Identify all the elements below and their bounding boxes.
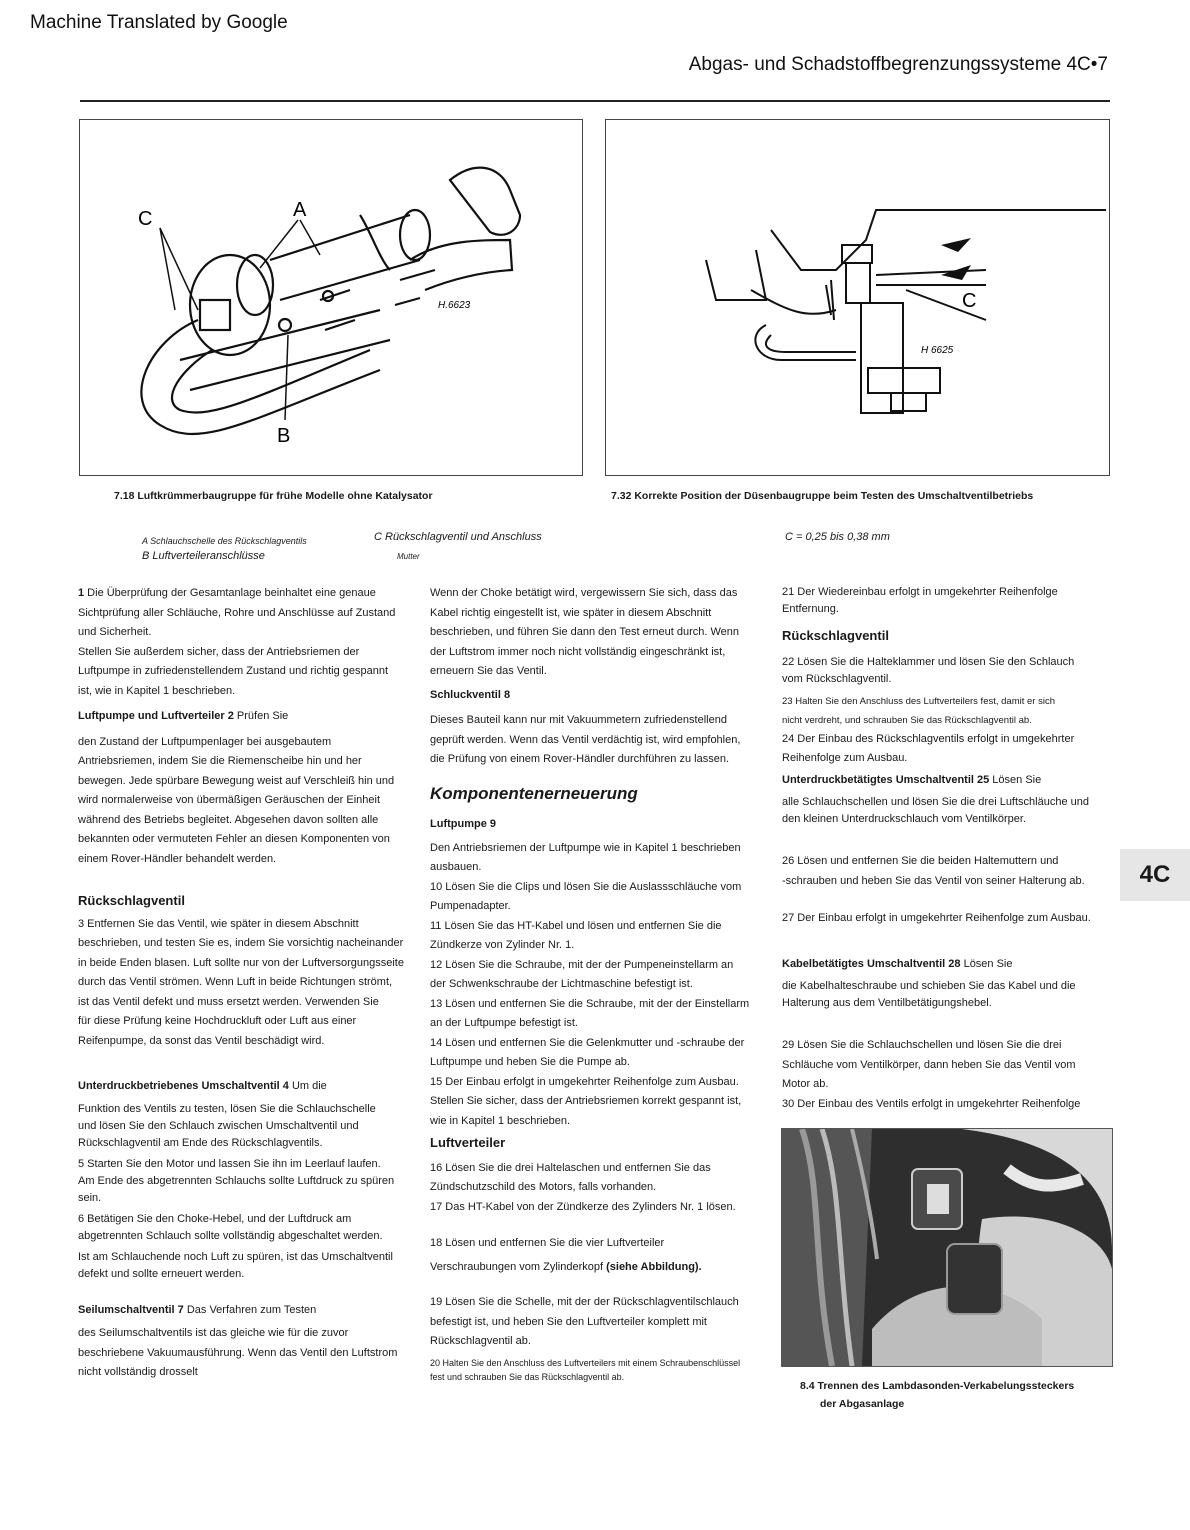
text: Funktion des Ventils zu testen, lösen Sie die Schlauchschelle [78,1102,376,1115]
text: 23 Halten Sie den Anschluss des Luftverteilers fest, damit er sich [782,695,1055,707]
para-18 [430,1231,770,1279]
column-3 [782,584,1112,1114]
text: Zündschutzschild des Motors, falls vorhanden. [430,1181,657,1193]
text [430,1255,770,1279]
text: Entfernung. [782,603,839,615]
para-19 [430,1293,770,1352]
text: beschrieben, und führen Sie dann den Test erneut durch. Wenn [430,626,740,638]
section-heading: Rückschlagventil [78,893,185,908]
chapter-tab: 4C [1120,849,1190,901]
text: Luftpumpe und heben Sie die Pumpe ab. [430,1056,630,1068]
text: Rückschlagventil ab. [430,1335,531,1347]
text: -schrauben und heben Sie das Ventil von seiner Halterung ab. [782,874,1085,887]
text: Antriebsriemen, indem Sie die Riemenscheibe hin und her [78,755,362,767]
header-rule [80,100,1110,102]
text: 17 Das HT-Kabel von der Zündkerze des Zylinders Nr. 1 lösen. [430,1200,736,1213]
text: fest und schrauben Sie das Rückschlagventil ab. [430,1371,625,1382]
text: (siehe Abbildung). [603,1261,702,1273]
text: der Luftstrom immer noch nicht vollständig eingeschränkt ist, [430,645,726,658]
text: Luftpumpe in zufriedenstellendem Zustand und richtig gespannt [78,665,389,677]
text: 18 Lösen und entfernen Sie die vier Luftverteiler [430,1237,665,1249]
text: befestigt ist, und heben Sie den Luftverteiler komplett mit [430,1315,707,1328]
para-28 [782,978,1112,1012]
text: und lösen Sie den Schlauch zwischen Umschaltventil und [78,1119,359,1132]
connector-photo-illustration [782,1129,1112,1366]
text: alle Schlauchschellen und lösen Sie die drei Luftschläuche und [782,796,1089,808]
text: erneuern Sie das Ventil. [430,665,547,677]
para-1: 1 Die Überprüfung der Gesamtanlage beinhaltet eine genaue [78,587,376,599]
text: ist das Ventil defekt und muss ersetzt werden. Verwenden Sie [78,995,379,1008]
para-22 [782,654,1112,688]
text: 26 Lösen und entfernen Sie die beiden Haltemuttern und [782,855,1059,867]
subheading: Luftpumpe und Luftverteiler 2 [78,710,234,722]
text: Um die [288,1080,327,1092]
text: 20 Halten Sie den Anschluss des Luftverteilers mit einem Schraubenschlüssel [430,1357,741,1368]
para-5 [78,1156,413,1207]
text: der Schwenkschraube der Lichtmaschine befestigt ist. [430,978,693,990]
section-title: Komponentenerneuerung [430,783,638,803]
callout-c: C [138,208,153,230]
text: beschrieben, und testen Sie es, indem Sie vorsichtig nacheinander [78,937,404,949]
text: in beide Enden blasen. Luft sollte nur von der Luftversorgungsseite [78,956,404,969]
text: den kleinen Unterdruckschlauch vom Ventilkörper. [782,813,1026,825]
text: des Seilumschaltventils ist das gleiche wie für die zuvor [78,1327,349,1339]
para-7 [78,1324,413,1383]
figure-caption-7-32: 7.32 Korrekte Position der Düsenbaugruppe beim Testen des Umschaltventilbetriebs [611,490,1034,502]
text: 12 Lösen Sie die Schraube, mit der der Pumpeneinstellarm an [430,958,734,971]
text: 16 Lösen Sie die drei Haltelaschen und entfernen Sie das [430,1161,711,1174]
subheading: Unterdruckbetriebenes Umschaltventil 4 [78,1080,289,1092]
text: 11 Lösen Sie das HT-Kabel und lösen und entfernen Sie die [430,919,722,932]
text: ist, wie in Kapitel 1 beschrieben. [78,684,236,697]
text: Prüfen Sie [233,710,289,722]
para-25-heading [782,771,1112,791]
text: 21 Der Wiedereinbau erfolgt in umgekehrter Reihenfolge [782,586,1058,598]
text: bekannten oder vermuteten Fehler an diesen Komponenten von [78,833,390,845]
figure-caption-7-18: 7.18 Luftkrümmerbaugruppe für frühe Modelle ohne Katalysator [114,490,433,502]
text: Rückschlagventil am Ende des Rückschlagventils. [78,1136,323,1149]
legend-a: A Schlauchschelle des Rückschlagventils [142,536,307,546]
figure-air-manifold [79,119,583,476]
column-2 [430,584,770,1384]
text: 29 Lösen Sie die Schlauchschellen und lösen Sie die drei [782,1039,1062,1051]
text: durch das Ventil strömen. Wenn Luft in beide Richtungen strömt, [78,976,393,988]
text: Halterung aus dem Ventilbetätigungshebel. [782,997,992,1009]
text: Stellen Sie außerdem sicher, dass der Antriebsriemen der [78,645,360,658]
subheading: Seilumschaltventil 7 [78,1303,184,1316]
subheading: Unterdruckbetätigtes Umschaltventil 25 [782,773,990,786]
figure-nozzle-assembly [605,119,1110,476]
section-heading: Luftverteiler [430,1135,506,1150]
text: die Prüfung von einem Rover-Händler durchführen zu lassen. [430,753,729,765]
text: sein. [78,1191,102,1204]
page-header: Abgas- und Schadstoffbegrenzungssysteme 4C•7 [688,54,1108,75]
para-21 [782,584,1112,618]
text: 22 Lösen Sie die Halteklammer und lösen Sie den Schlauch [782,655,1075,668]
text: Am Ende des abgetrennten Schlauchs sollte Luftdruck zu spüren [78,1174,395,1187]
text: nicht vollständig drosselt [78,1366,198,1378]
text: während des Betriebs begleitet. Abgesehen davon sollten alle [78,813,379,826]
text: Stellen Sie sicher, dass der Antriebsriemen korrekt gespannt ist, [430,1095,742,1107]
para-27: 27 Der Einbau erfolgt in umgekehrter Reihenfolge zum Ausbau. [782,912,1091,924]
para-28-heading [782,955,1112,975]
text: 5 Starten Sie den Motor und lassen Sie ihn im Leerlauf laufen. [78,1157,381,1170]
text: beschriebene Vakuumausführung. Wenn das Ventil den Luftstrom [78,1346,398,1359]
text: 10 Lösen Sie die Clips und lösen Sie die Auslassschläuche vom [430,880,742,893]
section-heading: Rückschlagventil [782,628,889,643]
drawing-code: H 6625 [921,345,954,356]
subheading: Luftpumpe 9 [430,818,496,830]
text: bewegen. Jede spürbare Bewegung weist auf Verschleiß hin und [78,774,395,787]
text: 30 Der Einbau des Ventils erfolgt in umgekehrter Reihenfolge [782,1097,1081,1110]
text: Zündkerze von Zylinder Nr. 1. [430,939,575,951]
text: wie in Kapitel 1 beschrieben. [430,1114,571,1127]
legend-clearance: C = 0,25 bis 0,38 mm [785,531,890,543]
text: Lösen Sie [989,773,1042,786]
text: 15 Der Einbau erfolgt in umgekehrter Reihenfolge zum Ausbau. [430,1075,739,1088]
text: an der Luftpumpe befestigt ist. [430,1017,578,1029]
text: Das Verfahren zum Testen [183,1303,317,1316]
para-choke [430,584,770,682]
callout-b: B [277,425,291,447]
text: Lösen Sie [960,957,1013,970]
text: Ist am Schlauchende noch Luft zu spüren, ist das Umschaltventil [78,1250,393,1263]
text: ausbauen. [430,861,482,873]
callout-c: C [962,290,977,312]
subheading: Schluckventil 8 [430,688,511,701]
text: und Sicherheit. [78,626,152,638]
translation-banner: Machine Translated by Google [30,12,288,33]
para-9-15 [430,839,770,1132]
air-manifold-drawing [80,120,582,475]
para-6b [78,1249,413,1283]
text: die Kabelhalteschraube und schieben Sie das Kabel und die [782,980,1076,992]
text: Reihenfolge zum Ausbau. [782,752,908,764]
text: Verschraubungen vom Zylinderkopf [430,1261,604,1273]
text: 24 Der Einbau des Rückschlagventils erfolgt in umgekehrter [782,732,1075,745]
legend-b: B Luftverteileranschlüsse [142,550,265,562]
text: den Zustand der Luftpumpenlager bei ausgebautem [78,735,332,748]
text: Wenn der Choke betätigt wird, vergewissern Sie sich, dass das [430,587,738,599]
text: 19 Lösen Sie die Schelle, mit der der Rückschlagventilschlauch [430,1296,739,1308]
photo-caption-line2: der Abgasanlage [820,1398,905,1410]
connector-photo [781,1128,1113,1367]
drawing-code: H.6623 [438,300,471,311]
text: 3 Entfernen Sie das Ventil, wie später in diesem Abschnitt [78,917,359,930]
text: nicht verdreht, und schrauben Sie das Rückschlagventil ab. [782,714,1032,726]
text: abgetrennten Schlauch sollte vollständig abgeschaltet werden. [78,1229,383,1242]
photo-caption-line1: 8.4 Trennen des Lambdasonden-Verkabelungssteckers [800,1380,1075,1392]
para-20 [430,1356,770,1384]
text: 13 Lösen und entfernen Sie die Schraube, mit der der Einstellarm [430,997,750,1010]
nozzle-drawing [606,120,1109,475]
para-24 [782,730,1112,769]
text: 14 Lösen und entfernen Sie die Gelenkmutter und -schraube der [430,1036,745,1049]
text: wird normalerweise von übermäßigen Geräuschen der Einheit [78,794,381,806]
para-3 [78,915,413,1052]
legend-c-cont: Mutter [397,552,420,561]
para-4-heading [78,1077,413,1097]
text: Reifenpumpe, da sonst das Ventil beschädigt wird. [78,1034,325,1047]
para-23 [782,692,1112,730]
para-8 [430,711,770,770]
text: geprüft werden. Wenn das Ventil verdächtig ist, wird empfohlen, [430,733,741,746]
para-25 [782,794,1112,828]
text: vom Rückschlagventil. [782,672,892,685]
text: 6 Betätigen Sie den Choke-Hebel, und der Luftdruck am [78,1212,352,1225]
subheading: Kabelbetätigtes Umschaltventil 28 [782,957,961,970]
para-4 [78,1101,413,1152]
text: Kabel richtig eingestellt ist, wie später in diesem Abschnitt [430,606,712,619]
legend-c: C Rückschlagventil und Anschluss [374,531,542,543]
text: Motor ab. [782,1078,829,1090]
text: Schläuche vom Ventilkörper, dann heben Sie das Ventil vom [782,1058,1076,1071]
para-7-heading [78,1301,413,1321]
text: Den Antriebsriemen der Luftpumpe wie in Kapitel 1 beschrieben [430,841,741,854]
text: Dieses Bauteil kann nur mit Vakuummetern zufriedenstellend [430,714,727,726]
para-26 [782,852,1112,891]
text: Pumpenadapter. [430,900,511,912]
text: einem Rover-Händler behandelt werden. [78,852,277,865]
para-29-30 [782,1036,1112,1114]
text: Die Überprüfung der Gesamtanlage beinhaltet eine genaue [84,587,376,599]
text: für diese Prüfung keine Hochdruckluft oder Luft aus einer [78,1015,357,1027]
para-6 [78,1211,413,1245]
text: Sichtprüfung aller Schläuche, Rohre und Anschlüsse auf Zustand [78,606,396,619]
para-2-heading [78,707,413,727]
para-2 [78,733,413,870]
column-1 [78,584,413,1383]
callout-a: A [293,199,307,221]
text: defekt und sollte erneuert werden. [78,1267,245,1280]
para-16-17 [430,1159,770,1218]
